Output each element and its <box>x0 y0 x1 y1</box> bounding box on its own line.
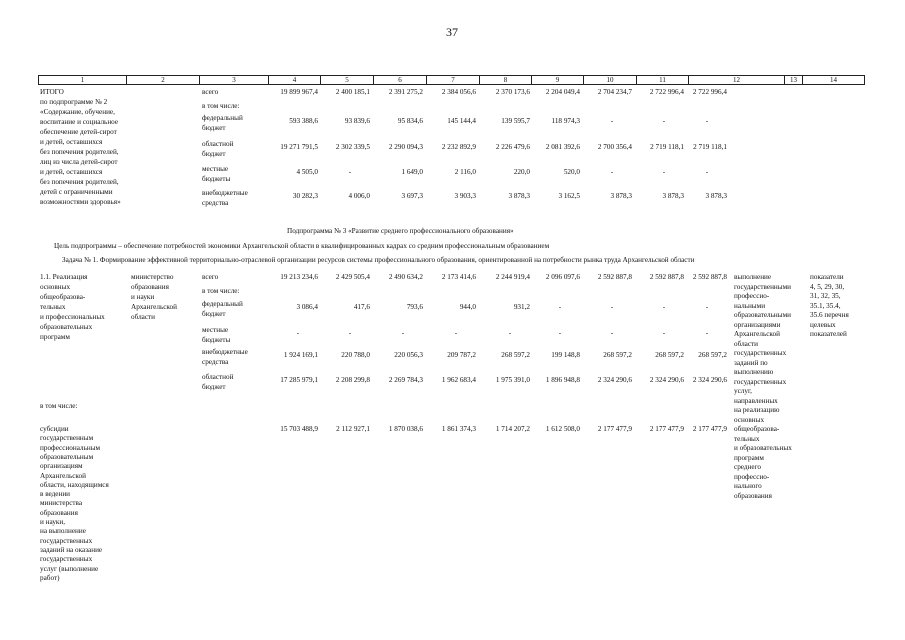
subprogram-title: Подпрограмма № 3 «Развитие среднего профессионального образования» <box>287 227 514 235</box>
funding-source: внебюджетные <box>202 189 248 197</box>
subsidy-label-line: области, находящимся <box>40 480 109 489</box>
subsidy-label-line: услуг (выполнение <box>40 564 99 573</box>
item-col12-line: услуг, <box>734 387 752 395</box>
item-value: - <box>296 329 300 337</box>
item-value: - <box>705 303 709 311</box>
item-value: - <box>348 329 352 337</box>
item-value: 2 592 887,8 <box>649 273 684 281</box>
subsidy-label-line: государственным <box>40 434 94 443</box>
item-value: 2 269 784,3 <box>388 376 423 384</box>
item-col14-line: 35.6 перечня <box>810 311 849 319</box>
item-col14-line: показателей <box>810 330 847 338</box>
item-value: 220 056,3 <box>394 351 423 359</box>
item-col12-line: профессио- <box>734 472 770 481</box>
itogo-label-line: лиц из числа детей-сирот <box>40 158 118 166</box>
column-header-5: 5 <box>321 76 374 85</box>
item-value: 793,6 <box>406 303 423 311</box>
item-col2-line: образования <box>131 283 169 291</box>
item-value: 2 592 887,8 <box>597 273 632 281</box>
item-col14-line: 35.1, 35.4, <box>810 301 841 310</box>
itogo-value: 93 839,6 <box>344 117 370 125</box>
subsidy-label-line: образования <box>40 508 78 517</box>
page-number: 37 <box>446 25 458 39</box>
column-header-12: 12 <box>689 76 785 85</box>
itogo-value: 2 719 118,1 <box>693 143 727 151</box>
item-col14-line: показатели <box>810 273 844 281</box>
item-col2-line: и науки <box>131 293 155 301</box>
funding-source: бюджет <box>202 383 226 391</box>
item-value: - <box>454 329 458 337</box>
itogo-value: 2 204 049,4 <box>545 88 580 96</box>
itogo-value: 593 388,6 <box>289 117 318 125</box>
subsidy-label-line: в ведении <box>40 490 71 499</box>
item-value: 1 962 683,4 <box>441 376 476 384</box>
item-value: 2 208 299,8 <box>335 376 370 384</box>
item-value: 209 787,2 <box>447 351 476 359</box>
subsidy-value: 1 870 038,6 <box>388 425 423 433</box>
subprogram-goal: Цель подпрограммы – обеспечение потребностей экономики Архангельской области в квалифицированных кадрах со средним профессиональным образованием <box>54 242 550 250</box>
subsidy-label-line: министерства <box>40 499 83 508</box>
itogo-value: 2 704 234,7 <box>597 88 632 96</box>
subsidy-value: 2 177 477,9 <box>649 425 684 433</box>
itogo-value: 4 505,0 <box>296 168 318 176</box>
subsidy-value: 1 714 207,2 <box>495 425 530 433</box>
funding-source: местные <box>202 326 229 334</box>
itogo-label-line: «Содержание, обучение, <box>40 108 115 116</box>
item-col14-line: 4, 5, 29, 30, <box>810 282 845 291</box>
column-header-10: 10 <box>584 76 637 85</box>
item-value: 1 975 391,0 <box>495 376 530 384</box>
subsidy-label-line: государственных <box>40 536 93 545</box>
itogo-value: 95 834,6 <box>397 117 423 125</box>
item-col1-line: 1.1. Реализация <box>40 273 88 281</box>
column-header-11: 11 <box>637 76 689 85</box>
itogo-label-line: обеспечение детей-сирот <box>40 128 117 136</box>
itogo-value: 2 290 094,3 <box>388 143 423 151</box>
itogo-value: 145 144,4 <box>447 117 476 125</box>
subsidy-label-line: субсидии <box>40 425 69 433</box>
itogo-value: - <box>610 117 614 125</box>
funding-source: всего <box>202 273 219 281</box>
item-value: 268 597,2 <box>655 351 684 359</box>
itogo-label-line: и детей, оставшихся <box>40 168 103 176</box>
funding-source: бюджет <box>202 310 226 318</box>
subsidy-value: 2 112 927,1 <box>336 425 370 433</box>
item-value: 268 597,2 <box>501 351 530 359</box>
funding-source: областной <box>202 140 234 148</box>
funding-source: областной <box>202 373 234 381</box>
funding-source: местные <box>202 165 229 173</box>
item-col2-line: области <box>131 313 156 321</box>
funding-source: средства <box>202 199 229 207</box>
itogo-value: 2 719 118,1 <box>650 143 684 151</box>
funding-source: в том числе: <box>202 102 240 110</box>
column-header-9: 9 <box>532 76 584 85</box>
itogo-label-line: без попечения родителей, <box>40 178 119 186</box>
item-value: 944,0 <box>459 303 476 311</box>
column-header-3: 3 <box>200 76 269 85</box>
subsidy-value: 2 177 477,9 <box>597 425 632 433</box>
subsidy-label-line: профессиональным <box>40 443 101 452</box>
itogo-value: 220,0 <box>513 168 530 176</box>
column-header-2: 2 <box>127 76 200 85</box>
funding-source: всего <box>202 88 219 96</box>
item-col2-line: министерство <box>131 273 174 281</box>
item-value: 2 324 290,6 <box>597 376 632 384</box>
itogo-value: 2 232 892,9 <box>441 143 476 151</box>
item-col12-line: программ <box>734 453 764 462</box>
item-col12-line: государственных <box>734 349 787 357</box>
funding-source: бюджет <box>202 150 226 158</box>
funding-source: средства <box>202 358 229 366</box>
itogo-value: 2 700 356,4 <box>597 143 632 151</box>
item-col12-line: нальными <box>734 301 766 310</box>
item-col12-line: на реализацию <box>734 406 780 414</box>
item-value: 2 096 097,6 <box>545 273 580 281</box>
itogo-value: 520,0 <box>563 168 580 176</box>
item-col12-line: нального <box>734 482 762 490</box>
itogo-value: 2 081 392,6 <box>545 143 580 151</box>
itogo-value: 3 878,3 <box>705 192 727 200</box>
itogo-value: 2 226 479,6 <box>495 143 530 151</box>
item-value: 2 324 290,6 <box>692 376 727 384</box>
itogo-value: 139 595,7 <box>501 117 530 125</box>
item-col12-line: профессио- <box>734 292 770 300</box>
item-col14-line: 31, 32, 35, <box>810 292 841 300</box>
itogo-value: 2 302 339,5 <box>335 143 370 151</box>
itogo-value: 19 899 967,4 <box>280 88 318 96</box>
itogo-value: 3 903,3 <box>454 192 476 200</box>
column-header-4: 4 <box>269 76 321 85</box>
item-col12-line: и образовательных <box>734 444 792 452</box>
itogo-label-line: по подпрограмме № 2 <box>40 98 108 106</box>
funding-source: федеральный <box>202 300 243 308</box>
item-col12-line: общеобразова- <box>734 425 780 433</box>
funding-source: в том числе: <box>202 287 240 295</box>
itogo-value: - <box>662 168 666 176</box>
item-value: - <box>508 329 512 337</box>
subsidy-value: 15 703 488,9 <box>280 425 318 433</box>
itogo-value: 2 722 996,4 <box>692 88 727 96</box>
subsidy-label-line: организациям <box>40 462 83 471</box>
item-value: 268 597,2 <box>698 351 727 359</box>
item-col1-line: и профессиональных <box>40 313 105 321</box>
funding-source: бюджеты <box>202 175 231 183</box>
item-col1-line: основных <box>40 283 71 291</box>
item-col12-line: выполнению <box>734 368 774 376</box>
column-header-13: 13 <box>785 76 803 85</box>
itogo-value: 2 116,0 <box>454 168 476 176</box>
item-value: 417,6 <box>353 303 370 311</box>
subsidy-value: 1 612 508,0 <box>545 425 580 433</box>
itogo-value: - <box>348 168 352 176</box>
item-col1-line: образовательных <box>40 323 93 331</box>
itogo-value: 3 162,5 <box>558 192 580 200</box>
item-value: 19 213 234,6 <box>280 273 318 281</box>
item-col12-line: образования <box>734 491 772 500</box>
itogo-value: 118 974,3 <box>551 117 580 125</box>
itogo-value: - <box>705 168 709 176</box>
column-header-14: 14 <box>803 76 865 85</box>
item-value: 2 244 919,4 <box>495 273 530 281</box>
item-value: 2 173 414,6 <box>441 273 476 281</box>
item-value: 2 490 634,2 <box>388 273 423 281</box>
item-col12-line: среднего <box>734 463 761 471</box>
itogo-value: 2 391 275,2 <box>388 88 423 96</box>
itogo-value: - <box>662 117 666 125</box>
item-col12-line: государственными <box>734 282 792 291</box>
itogo-value: 3 878,3 <box>662 192 684 200</box>
item-col1-line: тельных <box>40 303 66 311</box>
item-col1-line: общеобразова- <box>40 293 86 301</box>
itogo-value: 3 878,3 <box>508 192 530 200</box>
funding-source: федеральный <box>202 114 243 122</box>
itogo-label-line: возможностями здоровья» <box>40 198 121 206</box>
itogo-label-line: детей с ограниченными <box>40 188 113 196</box>
item-value: 220 788,0 <box>341 351 370 359</box>
item-col1-line: программ <box>40 333 70 341</box>
subsidy-label-line: образовательным <box>40 452 94 461</box>
item-value: - <box>705 329 709 337</box>
funding-source: бюджеты <box>202 336 231 344</box>
itogo-value: 30 282,3 <box>292 192 318 200</box>
item-col12-line: области <box>734 339 759 348</box>
item-col14-line: целевых <box>810 320 836 329</box>
item-col12-line: образовательными <box>734 311 791 319</box>
itogo-label-line: без попечения родителей, <box>40 148 119 156</box>
itogo-value: - <box>610 168 614 176</box>
item-col12-line: государственных <box>734 377 787 386</box>
item-value: - <box>610 303 614 311</box>
subsidy-label-line: и науки, <box>40 518 66 526</box>
item-value: 2 429 505,4 <box>335 273 370 281</box>
itogo-value: 2 722 996,4 <box>649 88 684 96</box>
column-header-1: 1 <box>38 76 127 85</box>
item-value: 2 324 290,6 <box>649 376 684 384</box>
item-value: 1 924 169,1 <box>283 351 318 359</box>
column-header-8: 8 <box>480 76 532 85</box>
itogo-value: 2 370 173,6 <box>495 88 530 96</box>
itogo-value: 19 271 791,5 <box>280 143 318 151</box>
column-header-6: 6 <box>374 76 427 85</box>
item-value: - <box>401 329 405 337</box>
subsidy-label-line: на выполнение <box>40 527 86 536</box>
item-value: - <box>558 329 562 337</box>
item-col12-line: Архангельской <box>734 330 780 338</box>
itogo-value: 2 384 056,6 <box>441 88 476 96</box>
item-value: - <box>558 303 562 311</box>
item-value: 3 086,4 <box>296 303 318 311</box>
itogo-value: 3 878,3 <box>610 192 632 200</box>
item-value: 268 597,2 <box>603 351 632 359</box>
item-value: - <box>662 329 666 337</box>
item-value: 199 148,8 <box>551 351 580 359</box>
itogo-label-line: воспитание и социальное <box>40 118 119 126</box>
subsidy-label-line: работ) <box>40 573 60 582</box>
itogo-value: 3 697,3 <box>401 192 423 200</box>
item-col12-line: выполнение <box>734 273 772 281</box>
item-value: 1 896 948,8 <box>545 376 580 384</box>
item-col12-line: организациями <box>734 320 781 329</box>
itogo-value: 1 649,0 <box>401 168 423 176</box>
item-value: 2 592 887,8 <box>692 273 727 281</box>
subsidy-label-line: государственных <box>40 555 93 564</box>
item-col2-line: Архангельской <box>131 303 177 311</box>
subsidy-label-line: Архангельской <box>40 471 86 480</box>
itogo-label-line: и детей, оставшихся <box>40 138 103 146</box>
column-header-row <box>38 75 865 85</box>
item-value: - <box>610 329 614 337</box>
in-that-number: в том числе: <box>40 402 78 410</box>
column-header-7: 7 <box>427 76 480 85</box>
itogo-value: 4 006,0 <box>348 192 370 200</box>
subprogram-task: Задача № 1. Формирование эффективной территориально-отраслевой организации ресурсов системы профессионального образования, ориентированной на потребности рынка труда Архангельской области <box>62 256 695 264</box>
subsidy-label-line: заданий на оказание <box>40 545 103 554</box>
subsidy-value: 1 861 374,3 <box>441 425 476 433</box>
item-value: - <box>662 303 666 311</box>
itogo-value: - <box>705 117 709 125</box>
itogo-value: 2 400 185,1 <box>335 88 370 96</box>
item-value: 931,2 <box>513 303 530 311</box>
item-col12-line: основных <box>734 415 765 424</box>
funding-source: бюджет <box>202 124 226 132</box>
item-col12-line: тельных <box>734 434 760 443</box>
itogo-label-line: ИТОГО <box>40 88 64 96</box>
item-col12-line: заданий по <box>734 358 768 367</box>
subsidy-value: 2 177 477,9 <box>692 425 727 433</box>
item-col12-line: направленных <box>734 396 778 405</box>
item-value: 17 285 979,1 <box>280 376 318 384</box>
funding-source: внебюджетные <box>202 348 248 356</box>
